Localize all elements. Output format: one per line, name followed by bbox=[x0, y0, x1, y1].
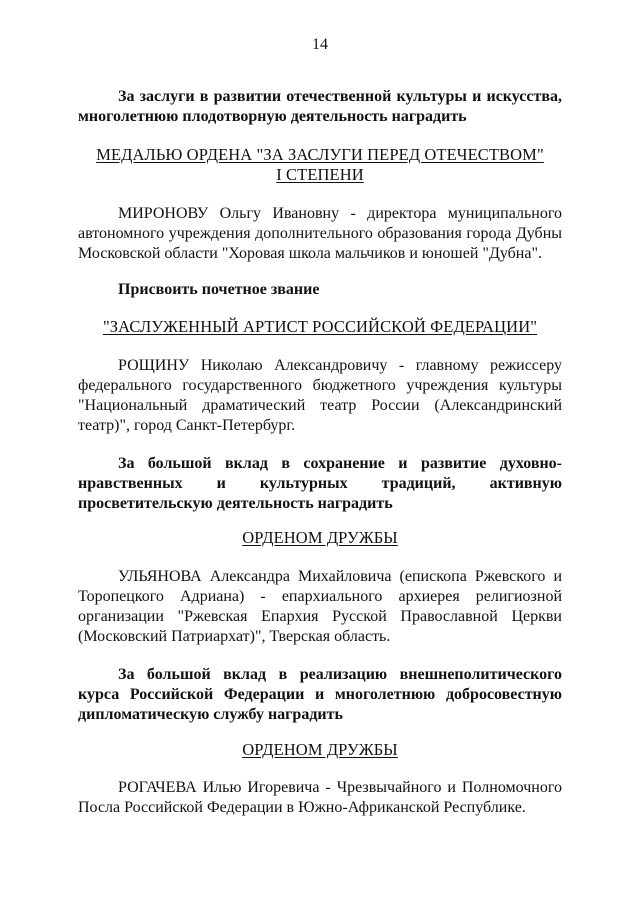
award-title bbox=[78, 740, 562, 760]
award-title bbox=[78, 317, 562, 337]
award-title-line: ОРДЕНОМ ДРУЖБЫ bbox=[242, 528, 398, 547]
award-title bbox=[78, 145, 562, 185]
award-title-line: I СТЕПЕНИ bbox=[276, 165, 364, 184]
recipient-text: РОГАЧЕВА Илью Игоревича - Чрезвычайного и Полномочного Посла Российской Федерации в Южно-Африканской Республике. bbox=[78, 779, 562, 816]
award-intro: Присвоить почетное звание bbox=[118, 281, 320, 298]
page-number: 14 bbox=[312, 36, 328, 53]
award-title-line: МЕДАЛЬЮ ОРДЕНА "ЗА ЗАСЛУГИ ПЕРЕД ОТЕЧЕСТВОМ" bbox=[96, 145, 544, 164]
award-intro: За большой вклад в сохранение и развитие духовно-нравственных и культурных традиций, активную просветительскую деятельность наградить bbox=[78, 455, 562, 512]
award-intro: За большой вклад в реализацию внешнеполитического курса Российской Федерации и многолетнюю добросовестную дипломатическую службу наградить bbox=[78, 666, 562, 723]
award-title bbox=[78, 528, 562, 548]
award-title-line: "ЗАСЛУЖЕННЫЙ АРТИСТ РОССИЙСКОЙ ФЕДЕРАЦИИ" bbox=[102, 317, 538, 336]
award-intro: За заслуги в развитии отечественной культуры и искусства, многолетнюю плодотворную деятельность наградить bbox=[78, 88, 562, 125]
award-title-line: ОРДЕНОМ ДРУЖБЫ bbox=[242, 740, 398, 759]
recipient-text: УЛЬЯНОВА Александра Михайловича (епископа Ржевского и Торопецкого Адриана) - епархиального архиерея религиозной организации "Ржевская Епархия Русской Православной Церкви (Московский Патриархат)", Тверская область. bbox=[78, 568, 562, 645]
recipient-text: РОЩИНУ Николаю Александровичу - главному режиссеру федерального государственного бюджетного учреждения культуры "Национальный драматический театр России (Александринский театр)", город Санкт-Петербург. bbox=[78, 357, 562, 434]
recipient-text: МИРОНОВУ Ольгу Ивановну - директора муниципального автономного учреждения дополнительного образования города Дубны Московской области "Хоровая школа мальчиков и юношей "Дубна". bbox=[78, 205, 562, 262]
